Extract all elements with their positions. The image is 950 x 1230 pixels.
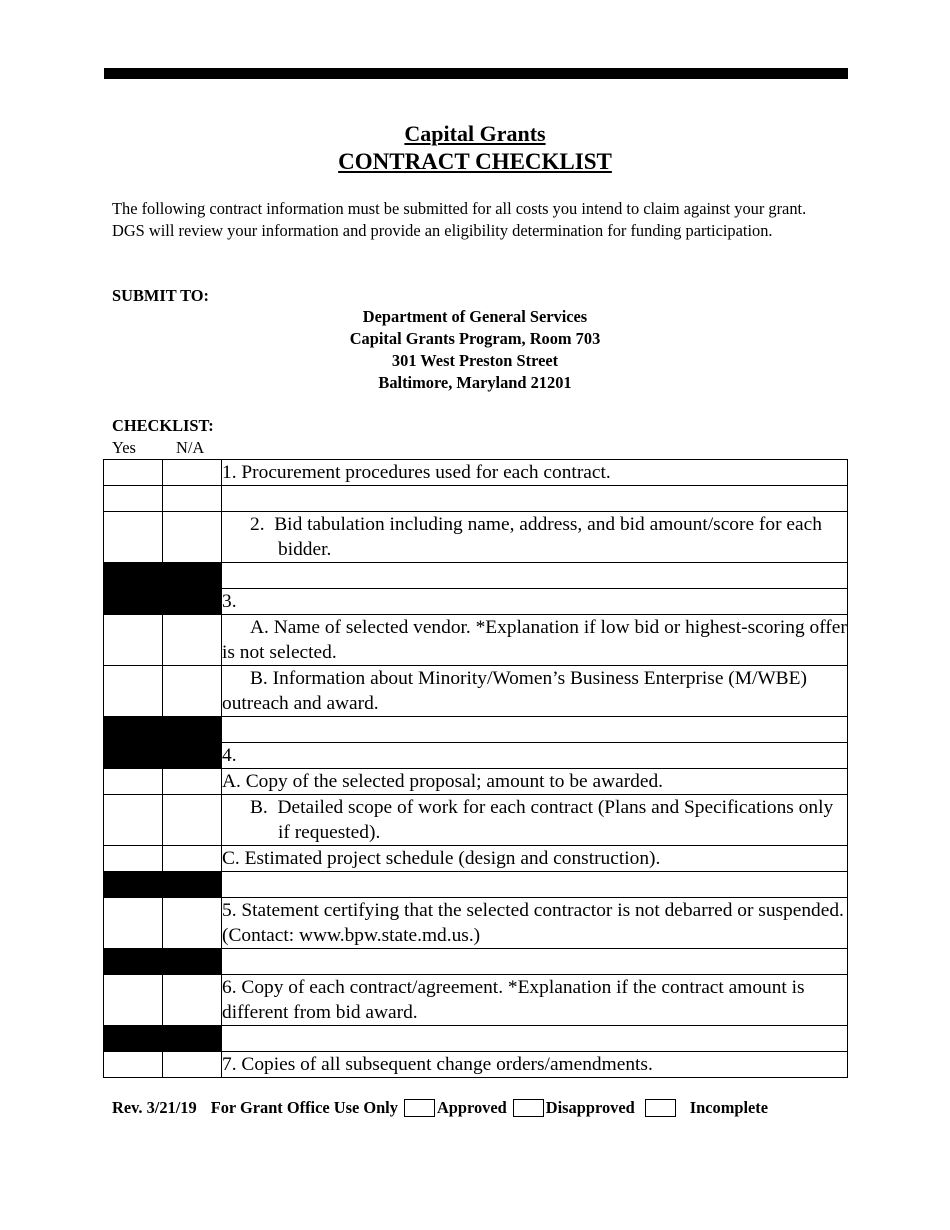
- blackout-cell: [104, 589, 163, 615]
- blackout-cell: [163, 1026, 222, 1052]
- top-rule: [104, 68, 848, 79]
- submit-to-label: SUBMIT TO:: [112, 286, 210, 305]
- table-row: [104, 1052, 848, 1078]
- blackout-cell: [104, 743, 163, 769]
- spacer-cell: [222, 1026, 848, 1052]
- item-3-heading: 3.: [222, 589, 848, 615]
- table-row: [104, 975, 848, 1026]
- blackout-cell: [104, 872, 163, 898]
- submit-address: [0, 306, 950, 394]
- spacer-cell: [222, 872, 848, 898]
- document-subtitle: CONTRACT CHECKLIST: [338, 149, 612, 174]
- approved-checkbox[interactable]: [404, 1099, 435, 1117]
- yes-checkbox-cell[interactable]: [104, 666, 163, 717]
- blackout-cell: [104, 563, 163, 589]
- yes-checkbox-cell[interactable]: [104, 460, 163, 486]
- incomplete-label: Incomplete: [689, 1098, 769, 1117]
- na-checkbox-cell[interactable]: [163, 666, 222, 717]
- office-use-label: For Grant Office Use Only: [210, 1098, 398, 1117]
- checklist-label: CHECKLIST:: [112, 416, 214, 435]
- approved-label: Approved: [436, 1098, 507, 1117]
- na-checkbox-cell[interactable]: [163, 486, 222, 512]
- yes-checkbox-cell[interactable]: [104, 512, 163, 563]
- yes-checkbox-cell[interactable]: [104, 898, 163, 949]
- spacer-cell: [222, 717, 848, 743]
- na-checkbox-cell[interactable]: [163, 769, 222, 795]
- blackout-cell: [163, 717, 222, 743]
- table-row: [104, 949, 848, 975]
- table-row: [104, 486, 848, 512]
- na-checkbox-cell[interactable]: [163, 975, 222, 1026]
- item-6-text: 6. Copy of each contract/agreement. *Explanation if the contract amount is different from bid award.: [222, 975, 848, 1026]
- na-checkbox-cell[interactable]: [163, 898, 222, 949]
- spacer-cell: [222, 486, 848, 512]
- table-row: [104, 743, 848, 769]
- blackout-cell: [163, 872, 222, 898]
- blackout-cell: [163, 589, 222, 615]
- blackout-cell: [163, 563, 222, 589]
- na-checkbox-cell[interactable]: [163, 1052, 222, 1078]
- item-2-text: [222, 512, 848, 563]
- blackout-cell: [104, 949, 163, 975]
- blackout-cell: [104, 717, 163, 743]
- table-row: [104, 795, 848, 846]
- disapproved-label: Disapproved: [545, 1098, 635, 1117]
- item-4c-text: C. Estimated project schedule (design and construction).: [222, 846, 848, 872]
- item-2-number: 2.: [250, 514, 265, 535]
- spacer-cell: [222, 949, 848, 975]
- blackout-cell: [104, 1026, 163, 1052]
- table-row: [104, 589, 848, 615]
- document-title: Capital Grants: [404, 121, 546, 146]
- column-header-na: N/A: [176, 438, 205, 457]
- blackout-cell: [163, 949, 222, 975]
- table-row: [104, 563, 848, 589]
- item-4b-text: [222, 795, 848, 846]
- spacer-cell: [222, 563, 848, 589]
- item-3a-text: A. Name of selected vendor. *Explanation if low bid or highest-scoring offer is not selected.: [222, 615, 848, 666]
- table-row: [104, 615, 848, 666]
- item-4b-letter: B.: [250, 797, 268, 818]
- address-line-department: Department of General Services: [362, 307, 588, 326]
- item-5-text: 5. Statement certifying that the selected contractor is not debarred or suspended. (Contact: www.bpw.state.md.us.): [222, 898, 848, 949]
- table-row: [104, 717, 848, 743]
- disapproved-checkbox[interactable]: [513, 1099, 544, 1117]
- item-1-text: 1. Procurement procedures used for each contract.: [222, 460, 848, 486]
- yes-checkbox-cell[interactable]: [104, 769, 163, 795]
- yes-checkbox-cell[interactable]: [104, 486, 163, 512]
- yes-checkbox-cell[interactable]: [104, 975, 163, 1026]
- yes-checkbox-cell[interactable]: [104, 795, 163, 846]
- na-checkbox-cell[interactable]: [163, 460, 222, 486]
- item-4a-text: A. Copy of the selected proposal; amount to be awarded.: [222, 769, 848, 795]
- item-4-heading: 4.: [222, 743, 848, 769]
- na-checkbox-cell[interactable]: [163, 846, 222, 872]
- table-row: [104, 898, 848, 949]
- checklist-table: [103, 459, 848, 1078]
- item-7-text: 7. Copies of all subsequent change orders/amendments.: [222, 1052, 848, 1078]
- address-line-program: Capital Grants Program, Room 703: [349, 329, 601, 348]
- table-row: [104, 846, 848, 872]
- column-header-yes: Yes: [112, 438, 136, 457]
- table-row: [104, 512, 848, 563]
- revision-date: Rev. 3/21/19: [112, 1098, 197, 1117]
- yes-checkbox-cell[interactable]: [104, 846, 163, 872]
- table-row: [104, 872, 848, 898]
- na-checkbox-cell[interactable]: [163, 512, 222, 563]
- yes-checkbox-cell[interactable]: [104, 1052, 163, 1078]
- item-2-description: Bid tabulation including name, address, and bid amount/score for each bidder.: [274, 514, 822, 560]
- office-use-footer: [112, 1098, 768, 1118]
- item-4b-description: Detailed scope of work for each contract (Plans and Specifications only if requested).: [277, 797, 834, 843]
- address-line-street: 301 West Preston Street: [391, 351, 559, 370]
- table-row: [104, 460, 848, 486]
- address-line-city: Baltimore, Maryland 21201: [378, 373, 572, 392]
- na-checkbox-cell[interactable]: [163, 795, 222, 846]
- table-row: [104, 769, 848, 795]
- incomplete-checkbox[interactable]: [645, 1099, 676, 1117]
- table-row: [104, 666, 848, 717]
- yes-checkbox-cell[interactable]: [104, 615, 163, 666]
- na-checkbox-cell[interactable]: [163, 615, 222, 666]
- blackout-cell: [163, 743, 222, 769]
- item-3b-text: B. Information about Minority/Women’s Business Enterprise (M/WBE) outreach and award.: [222, 666, 848, 717]
- intro-paragraph: The following contract information must be submitted for all costs you intend to claim against your grant. DGS will review your information and provide an eligibility determination for funding participation.: [112, 199, 807, 240]
- document-header: [0, 120, 950, 176]
- table-row: [104, 1026, 848, 1052]
